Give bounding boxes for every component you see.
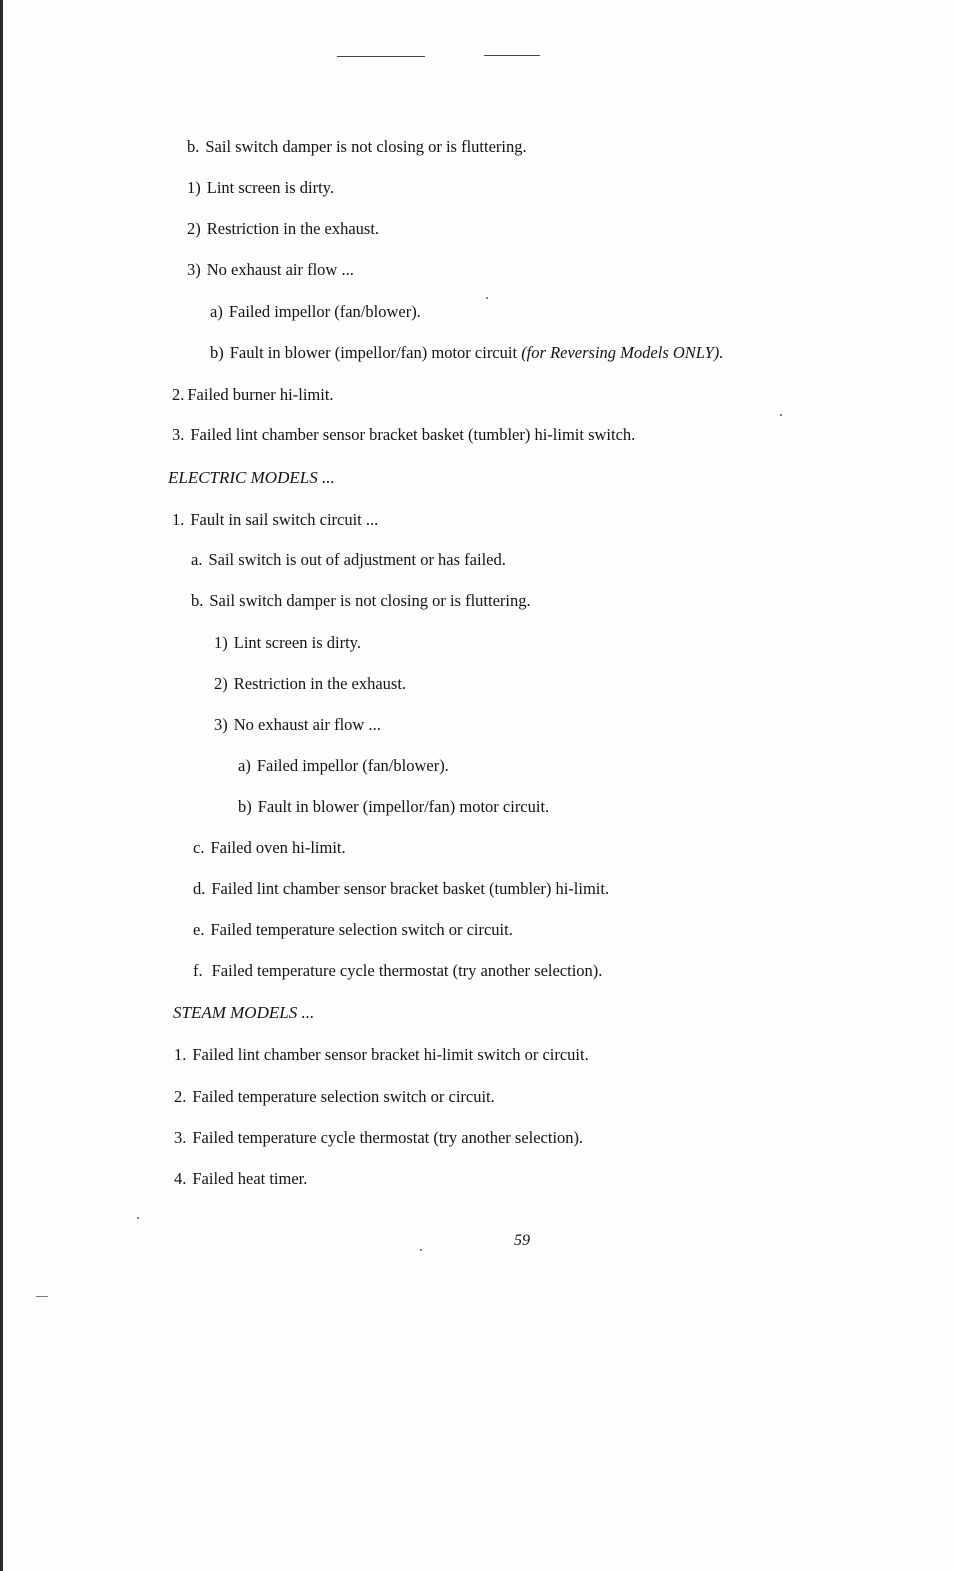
list-text: No exhaust air flow ...: [233, 715, 381, 734]
gas-item-b: [187, 137, 527, 157]
gas-item-b3: [187, 260, 354, 280]
list-text: Failed lint chamber sensor bracket basket (tumbler) hi-limit switch.: [190, 425, 636, 444]
steam-item-2: [174, 1087, 495, 1107]
gas-item-2: [172, 385, 334, 405]
list-marker: 3): [187, 260, 201, 279]
scan-speck: [137, 1217, 139, 1219]
steam-item-1: [174, 1045, 589, 1065]
list-marker: 4.: [174, 1169, 187, 1188]
page-number: 59: [514, 1232, 530, 1249]
list-marker: 3): [214, 715, 228, 734]
steam-item-3: [174, 1128, 583, 1148]
electric-item-b3: [214, 715, 381, 735]
list-text: Restriction in the exhaust.: [206, 219, 380, 238]
gas-item-b3b: [210, 343, 723, 363]
list-text: Failed temperature selection switch or circuit.: [210, 920, 513, 939]
list-marker: 1): [214, 633, 228, 652]
electric-item-c: [193, 838, 346, 858]
list-marker: 1.: [172, 510, 185, 529]
list-text: Failed lint chamber sensor bracket basket (tumbler) hi-limit.: [211, 879, 610, 898]
steam-models-heading: STEAM MODELS ...: [173, 1003, 315, 1022]
list-text: Failed burner hi-limit.: [187, 385, 334, 404]
electric-item-e: [193, 920, 513, 940]
list-marker: c.: [193, 838, 205, 857]
list-marker: e.: [193, 920, 205, 939]
list-text: Failed impellor (fan/blower).: [256, 756, 449, 775]
electric-item-a: [191, 550, 506, 570]
scan-edge: [0, 0, 3, 1571]
list-marker: d.: [193, 879, 206, 898]
list-marker: 2.: [172, 385, 185, 404]
gas-item-3: [172, 425, 635, 445]
steam-item-4: [174, 1169, 307, 1189]
list-marker: 1.: [174, 1045, 187, 1064]
list-text: Failed heat timer.: [192, 1169, 308, 1188]
list-text: Sail switch damper is not closing or is fluttering.: [209, 591, 531, 610]
scan-speck: [780, 414, 782, 416]
list-marker: b.: [187, 137, 200, 156]
gas-item-b2: [187, 219, 379, 239]
list-marker: a): [238, 756, 251, 775]
list-text: Lint screen is dirty.: [206, 178, 334, 197]
list-text: Failed temperature cycle thermostat (try another selection).: [211, 961, 603, 980]
list-marker: 3.: [172, 425, 185, 444]
list-marker: b): [238, 797, 252, 816]
list-text: Failed impellor (fan/blower).: [228, 302, 421, 321]
list-text: No exhaust air flow ...: [206, 260, 354, 279]
electric-item-f: [193, 961, 602, 981]
list-text: Failed oven hi-limit.: [210, 838, 346, 857]
list-text: Sail switch is out of adjustment or has failed.: [208, 550, 506, 569]
electric-item-b: [191, 591, 531, 611]
list-marker: f.: [193, 961, 203, 980]
list-text: Restriction in the exhaust.: [233, 674, 407, 693]
list-marker: 1): [187, 178, 201, 197]
list-marker: a): [210, 302, 223, 321]
list-marker: 2.: [174, 1087, 187, 1106]
list-text: Fault in blower (impellor/fan) motor circuit: [229, 343, 518, 362]
scan-mark: [36, 1296, 48, 1297]
list-marker: b): [210, 343, 224, 362]
list-text: Lint screen is dirty.: [233, 633, 361, 652]
electric-item-d: [193, 879, 609, 899]
electric-item-b2: [214, 674, 406, 694]
header-rule-right: [484, 55, 540, 56]
list-text: Failed lint chamber sensor bracket hi-limit switch or circuit.: [192, 1045, 589, 1064]
list-marker: 2): [187, 219, 201, 238]
scan-speck: [420, 1249, 422, 1251]
header-rule-left: [337, 56, 425, 57]
electric-models-heading: ELECTRIC MODELS ...: [168, 468, 335, 487]
scan-speck: [486, 297, 488, 299]
list-marker: 2): [214, 674, 228, 693]
electric-item-b3a: [238, 756, 449, 776]
list-marker: a.: [191, 550, 203, 569]
list-text: Failed temperature selection switch or circuit.: [192, 1087, 495, 1106]
list-text: Sail switch damper is not closing or is fluttering.: [205, 137, 527, 156]
list-text: Fault in blower (impellor/fan) motor circuit.: [257, 797, 550, 816]
electric-item-b1: [214, 633, 361, 653]
list-text: Failed temperature cycle thermostat (try another selection).: [192, 1128, 584, 1147]
list-text: Fault in sail switch circuit ...: [190, 510, 379, 529]
reversing-models-note: (for Reversing Models ONLY).: [521, 343, 724, 362]
gas-item-b1: [187, 178, 334, 198]
electric-item-b3b: [238, 797, 549, 817]
list-marker: b.: [191, 591, 204, 610]
gas-item-b3a: [210, 302, 421, 322]
list-marker: 3.: [174, 1128, 187, 1147]
electric-item-1: [172, 510, 378, 530]
